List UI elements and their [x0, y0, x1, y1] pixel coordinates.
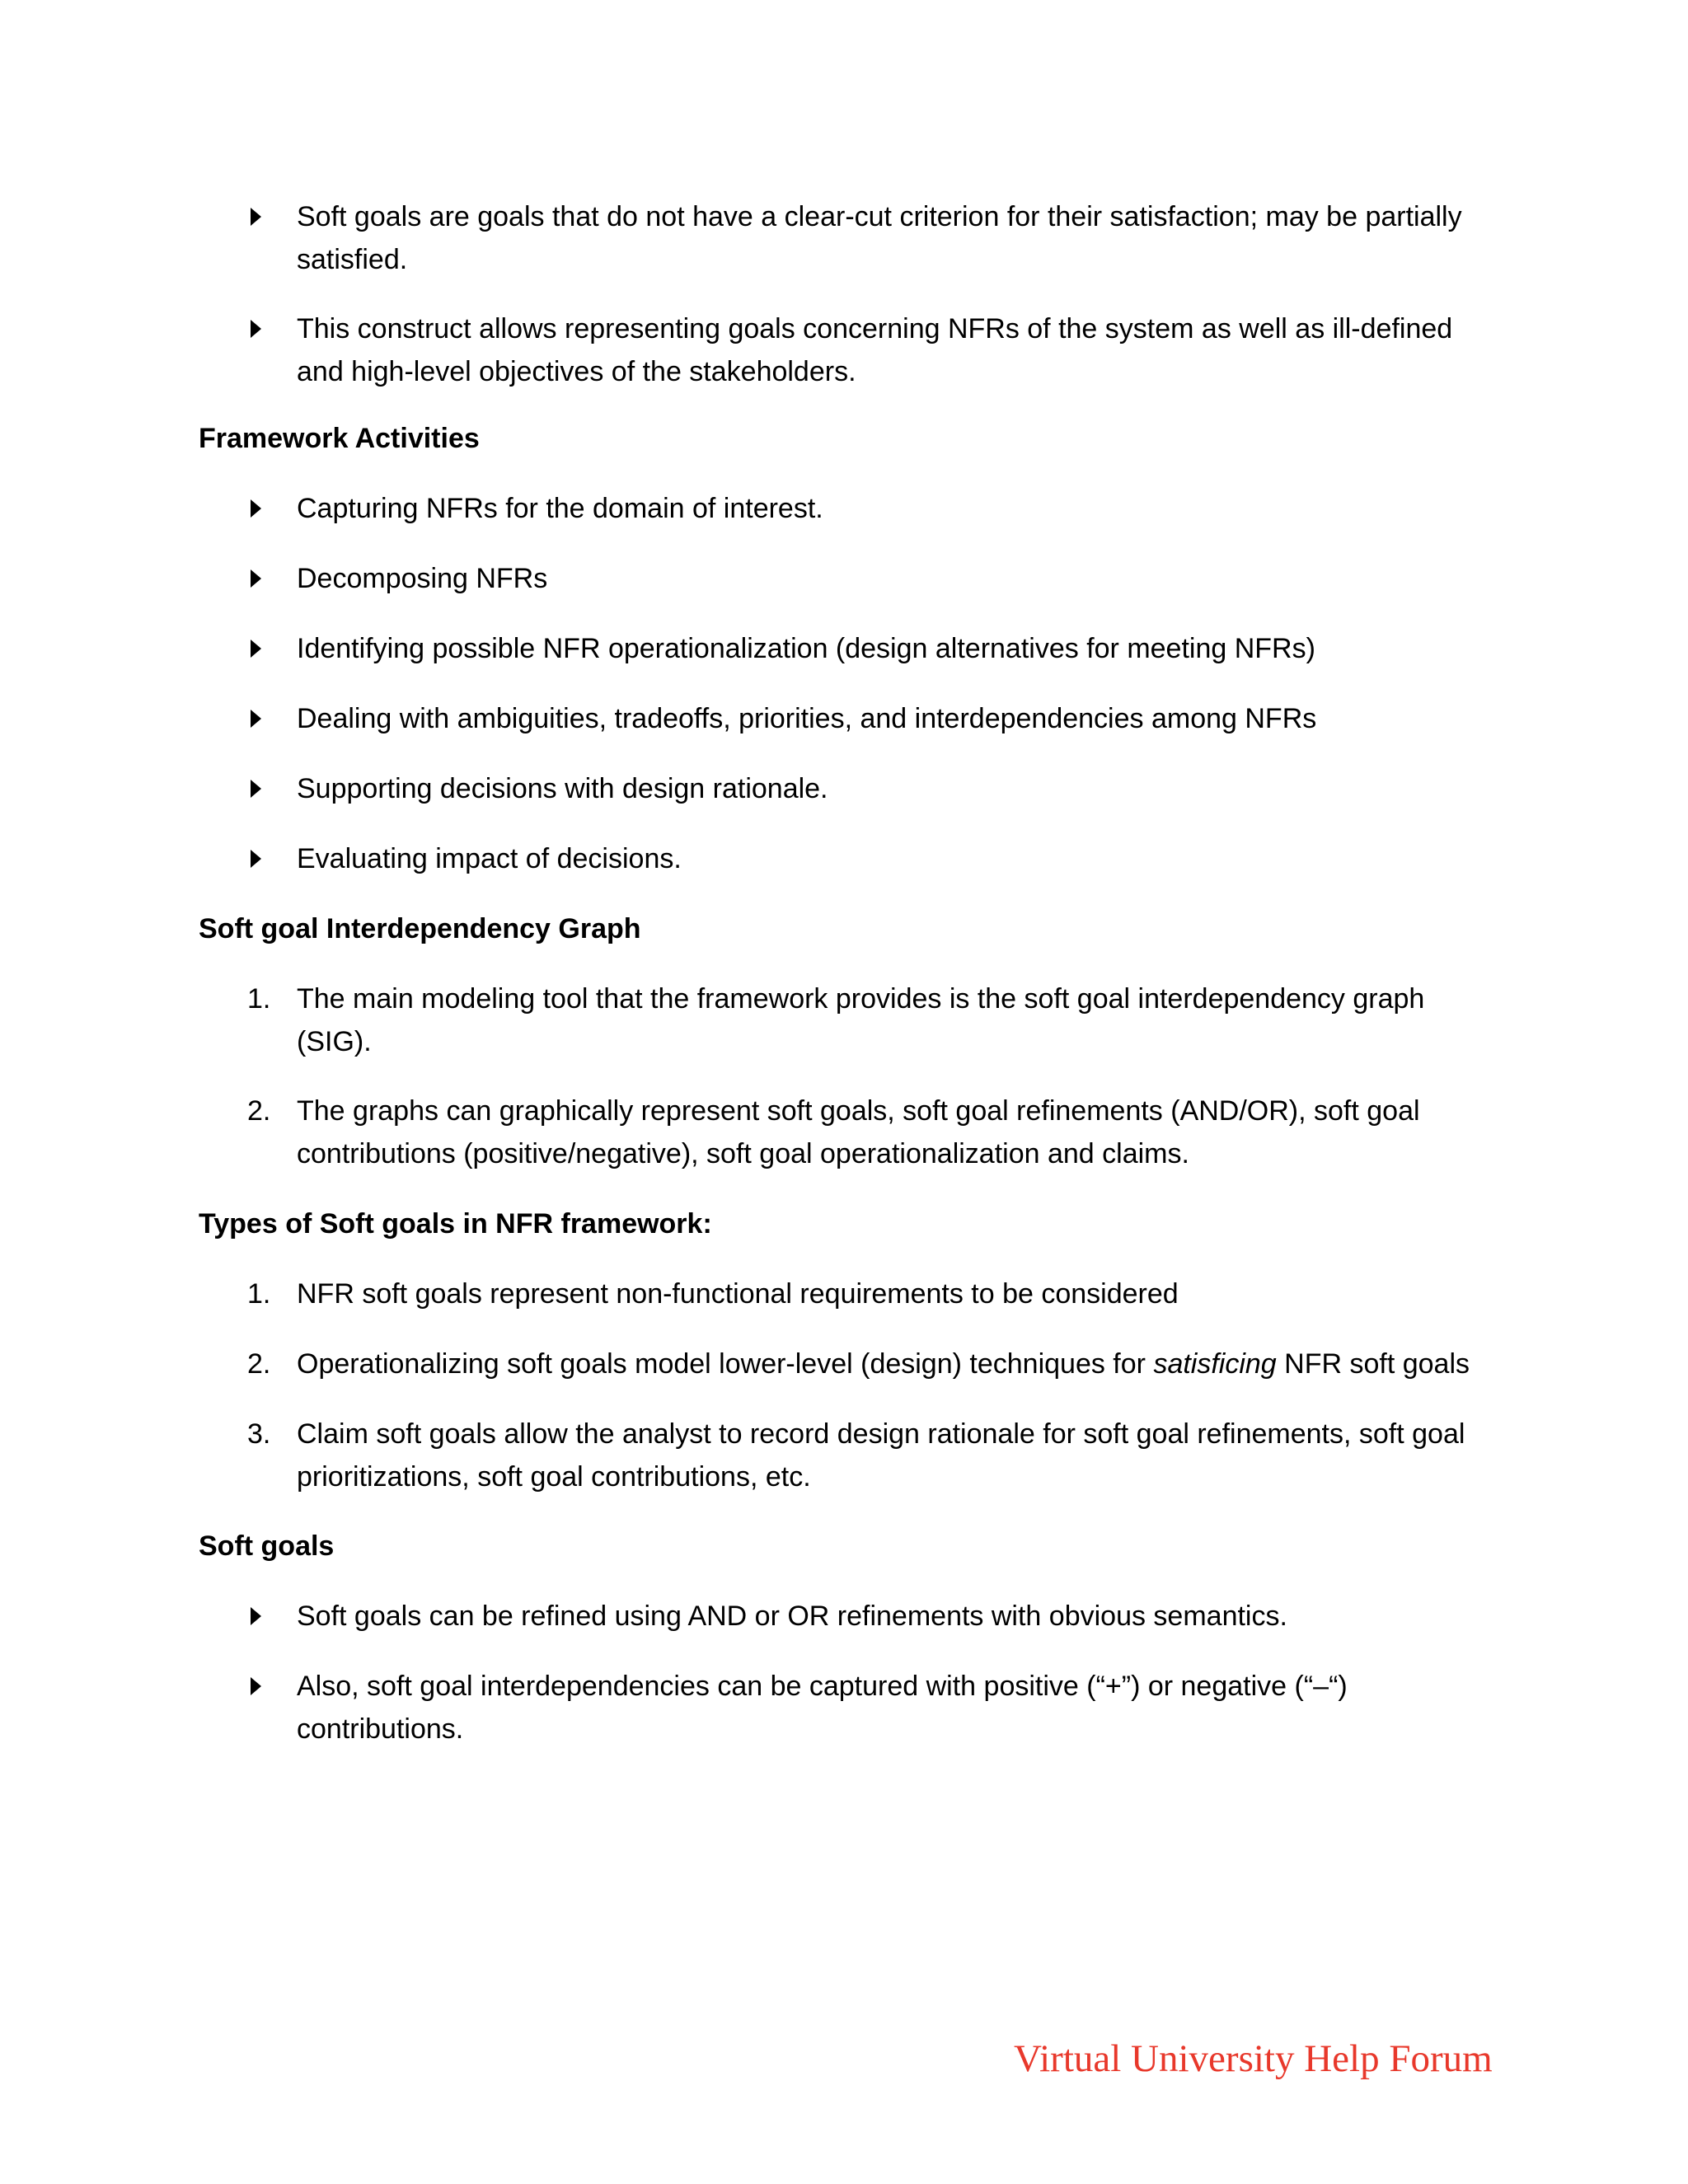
- bullet-text: Soft goals can be refined using AND or OR refinements with obvious semantics.: [297, 1601, 1287, 1632]
- bullet-text: Supporting decisions with design rationale.: [297, 773, 828, 804]
- triangle-bullet-icon: [247, 557, 297, 600]
- item-number: 1.: [247, 1278, 271, 1310]
- bullet-text: This construct allows representing goals concerning NFRs of the system as well as ill-defined and high-level objectives of the stakeholders.: [297, 313, 1453, 387]
- numbered-item-text: Claim soft goals allow the analyst to record design rationale for soft goal refinements, soft goal prioritizations, soft goal contributions, etc.: [297, 1418, 1465, 1493]
- bullet-item: [247, 557, 1500, 600]
- bullet-item: [247, 307, 1500, 393]
- bullet-text: Also, soft goal interdependencies can be captured with positive (“+”) or negative (“–“) contributions.: [297, 1671, 1348, 1745]
- triangle-bullet-icon: [247, 1665, 297, 1708]
- bullet-item: [247, 1665, 1500, 1750]
- triangle-bullet-icon: [247, 697, 297, 740]
- bullet-text: Evaluating impact of decisions.: [297, 843, 682, 874]
- section-heading-sig: Soft goal Interdependency Graph: [199, 913, 641, 944]
- numbered-item-text: The main modeling tool that the framework provides is the soft goal interdependency graph (SIG).: [297, 983, 1425, 1057]
- numbered-item-text: NFR soft goals represent non-functional requirements to be considered: [297, 1278, 1179, 1310]
- triangle-bullet-icon: [247, 627, 297, 670]
- section-heading-types: Types of Soft goals in NFR framework:: [199, 1208, 712, 1240]
- triangle-bullet-icon: [247, 1595, 297, 1638]
- bullet-text: Decomposing NFRs: [297, 563, 548, 594]
- numbered-item: [247, 1413, 1500, 1498]
- italic-term: satisficing: [1153, 1348, 1277, 1380]
- item-number: 3.: [247, 1418, 271, 1450]
- triangle-bullet-icon: [247, 767, 297, 810]
- item-number: 2.: [247, 1348, 271, 1380]
- bullet-item: [247, 697, 1500, 740]
- footer-brand-watermark: Virtual University Help Forum: [1014, 2037, 1493, 2080]
- bullet-item: [247, 487, 1500, 530]
- bullet-item: [247, 195, 1500, 281]
- section-heading-soft-goals: Soft goals: [199, 1530, 335, 1562]
- section-heading-framework-activities: Framework Activities: [199, 423, 480, 454]
- numbered-item: [247, 1343, 1500, 1385]
- bullet-text: Capturing NFRs for the domain of interest.: [297, 493, 823, 524]
- bullet-item: [247, 767, 1500, 810]
- numbered-item: [247, 1272, 1500, 1315]
- bullet-item: [247, 627, 1500, 670]
- bullet-text: Identifying possible NFR operationalization (design alternatives for meeting NFRs): [297, 633, 1315, 664]
- text-segment: NFR soft goals: [1276, 1348, 1470, 1380]
- bullet-item: [247, 837, 1500, 880]
- bullet-text: Dealing with ambiguities, tradeoffs, priorities, and interdependencies among NFRs: [297, 703, 1317, 734]
- numbered-item-text: [297, 1343, 1500, 1385]
- item-number: 2.: [247, 1095, 271, 1127]
- triangle-bullet-icon: [247, 837, 297, 880]
- bullet-text: Soft goals are goals that do not have a clear-cut criterion for their satisfaction; may be partially satisfied.: [297, 201, 1462, 275]
- numbered-item-text: The graphs can graphically represent soft goals, soft goal refinements (AND/OR), soft goal contributions (positive/negative), soft goal operationalization and claims.: [297, 1095, 1420, 1169]
- triangle-bullet-icon: [247, 195, 297, 238]
- triangle-bullet-icon: [247, 307, 297, 350]
- triangle-bullet-icon: [247, 487, 297, 530]
- text-segment: Operationalizing soft goals model lower-level (design) techniques for: [297, 1348, 1154, 1380]
- numbered-item: [247, 977, 1500, 1063]
- item-number: 1.: [247, 983, 271, 1015]
- numbered-item: [247, 1090, 1500, 1175]
- bullet-item: [247, 1595, 1500, 1638]
